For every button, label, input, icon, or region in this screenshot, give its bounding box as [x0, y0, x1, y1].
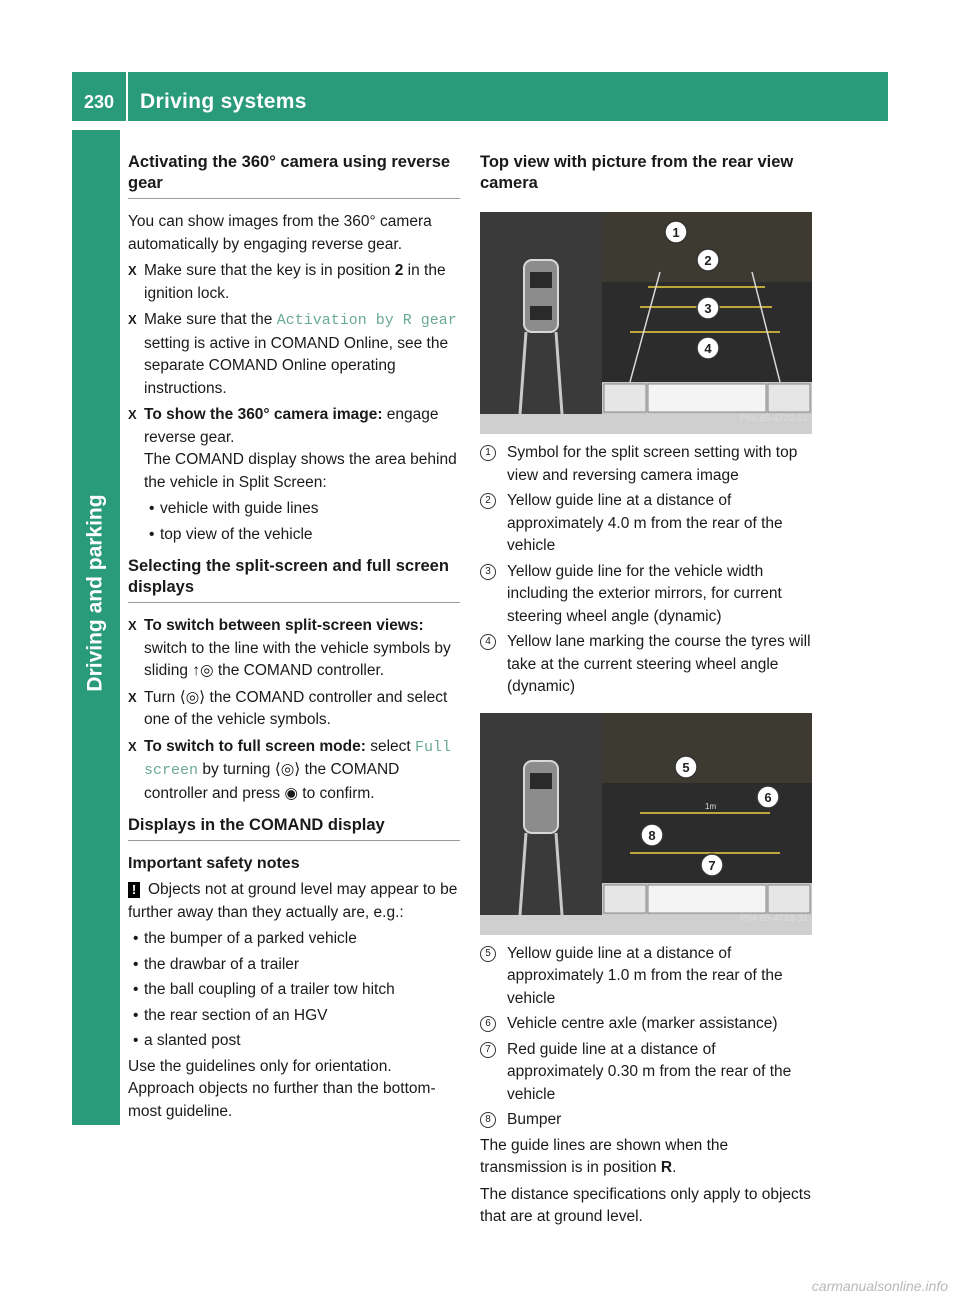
- callout-3: 3: [704, 301, 712, 316]
- callout-2: 2: [704, 253, 712, 268]
- step-marker: X: [128, 263, 137, 278]
- list-item: • the ball coupling of a trailer tow hitch: [133, 981, 395, 998]
- camera-illustration-2: [480, 713, 812, 935]
- callout-4: 4: [704, 341, 712, 356]
- side-tab-label: Driving and parking: [84, 494, 108, 692]
- list-item: • a slanted post: [133, 1032, 241, 1049]
- callout-6: 6: [764, 789, 772, 805]
- image-ref-2: P54.65-4723-31: [739, 913, 808, 924]
- legend-item: 6 Vehicle centre axle (marker assistance): [480, 1013, 812, 1036]
- setting-name: Activation by R gear: [276, 312, 457, 329]
- step-marker: X: [128, 689, 137, 705]
- legend-item: 2 Yellow guide line at a distance of approximately 4.0 m from the rear of the vehicle: [480, 490, 812, 558]
- heading-split-screen: Selecting the split-screen and full screen displays: [128, 556, 460, 603]
- legend-item: 8 Bumper: [480, 1109, 812, 1132]
- step-marker: X: [128, 407, 137, 422]
- callout-5: 5: [682, 759, 690, 775]
- heading-activating-camera: Activating the 360° camera using reverse gear: [128, 152, 460, 199]
- header-divider: [126, 72, 128, 121]
- camera-image-2: [480, 713, 812, 935]
- section-title: Driving systems: [140, 90, 307, 113]
- page-number: 230: [84, 92, 115, 112]
- list-item: • top view of the vehicle: [149, 525, 313, 543]
- heading-top-view: Top view with picture from the rear view camera: [480, 153, 794, 192]
- warning-icon: !: [128, 882, 140, 898]
- step-marker: X: [128, 738, 137, 754]
- step-switch-views: X To switch between split-screen views: switch to the line with the vehicle symbols by sliding ↑◎ the COMAND controller.: [128, 617, 451, 679]
- legend-item: 3 Yellow guide line for the vehicle width including the exterior mirrors, for current steering wheel angle (dynamic): [480, 561, 812, 629]
- intro-text: You can show images from the 360° camera automatically by engaging reverse gear.: [128, 213, 432, 253]
- ground-level-note: The distance specifications only apply to objects that are at ground level.: [480, 1185, 811, 1225]
- legend-item: 4 Yellow lane marking the course the tyres will take at the current steering wheel angle (dynamic): [480, 631, 812, 699]
- warning-text: ! Objects not at ground level may appear to be further away than they actually are, e.g.:: [128, 881, 458, 921]
- callout-8: 8: [648, 827, 656, 843]
- callout-7: 7: [708, 857, 716, 873]
- list-item: • the drawbar of a trailer: [133, 955, 300, 973]
- step-marker: X: [128, 618, 137, 633]
- camera-illustration-1: [480, 212, 812, 434]
- heading-safety-notes: Important safety notes: [128, 855, 300, 872]
- list-item: • vehicle with guide lines: [149, 500, 319, 517]
- step-marker: X: [128, 312, 137, 327]
- distance-1m-label: 1m: [705, 801, 717, 811]
- menu-item-name: Full screen: [144, 738, 452, 779]
- legend-item: 5 Yellow guide line at a distance of approximately 1.0 m from the rear of the vehicle: [480, 943, 812, 1011]
- step-show-image: X To show the 360° camera image: engage reverse gear. The COMAND display shows the area behind the vehicle in Split Screen:: [128, 406, 457, 491]
- left-column: [128, 152, 460, 1127]
- side-tab-label-box: [74, 448, 118, 738]
- step-activation-setting: X Make sure that the Activation by R gear setting is active in COMAND Online, see the separate COMAND Online operating instructions.: [128, 311, 457, 397]
- list-item: • the rear section of an HGV: [133, 1006, 328, 1024]
- right-column: [480, 152, 812, 1233]
- heading-displays: Displays in the COMAND display: [128, 815, 460, 841]
- step-key-position: X Make sure that the key is in position 2 in the ignition lock.: [128, 262, 446, 302]
- callout-1: 1: [672, 225, 680, 240]
- step-turn-controller: X Turn ⟨◎⟩ the COMAND controller and select one of the vehicle symbols.: [128, 688, 448, 728]
- list-item: • the bumper of a parked vehicle: [133, 930, 357, 947]
- transmission-note: The guide lines are shown when the transmission is in position R.: [480, 1136, 729, 1176]
- legend-item: 1 Symbol for the split screen setting with top view and reversing camera image: [480, 442, 812, 487]
- image-ref-1: P54.65-4722-31: [739, 412, 808, 424]
- step-full-screen: X To switch to full screen mode: select Full screen by turning ⟨◎⟩ the COMAND controller and press ◉ to confirm.: [128, 737, 452, 802]
- legend-item: 7 Red guide line at a distance of approximately 0.30 m from the rear of the vehicle: [480, 1039, 812, 1107]
- watermark: carmanualsonline.info: [811, 1278, 948, 1294]
- closing-text: Use the guidelines only for orientation. Approach objects no further than the bottom-most guideline.: [128, 1057, 436, 1120]
- camera-image-1: [480, 212, 812, 434]
